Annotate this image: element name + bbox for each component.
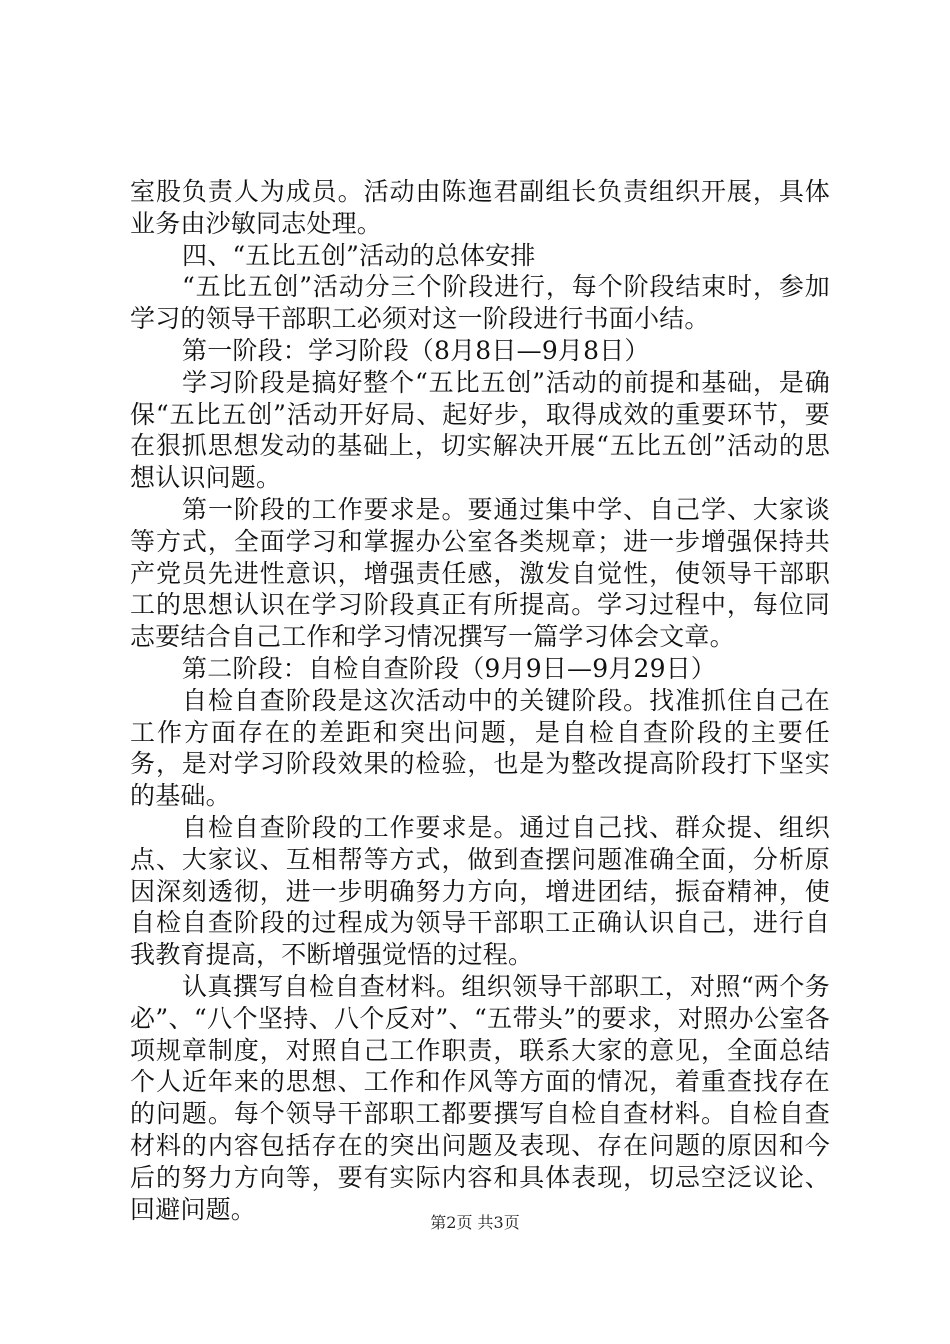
paragraph-study-stage-description: 学习阶段是搞好整个“五比五创”活动的前提和基础，是确保“五比五创”活动开好局、起好步，取得成效的重要环节，要在狠抓思想发动的基础上，切实解决开展“五比五创”活动的思想认识问题。 — [130, 367, 830, 493]
document-body — [130, 176, 830, 1225]
paragraph-committee-members: 室股负责人为成员。活动由陈迤君副组长负责组织开展，具体业务由沙敏同志处理。 — [130, 177, 830, 238]
paragraph-self-check-description: 自检自查阶段是这次活动中的关键阶段。找准抓住自己在工作方面存在的差距和突出问题，是自检自查阶段的主要任务，是对学习阶段效果的检验，也是为整改提高阶段打下坚实的基础。 — [130, 685, 830, 811]
page-number-footer: 第2页 共3页 — [430, 1213, 520, 1232]
paragraph-three-stages: “五比五创”活动分三个阶段进行，每个阶段结束时，参加学习的领导干部职工必须对这一阶段进行书面小结。 — [130, 272, 830, 334]
stage-heading-study: 第一阶段：学习阶段（8月8日—9月8日） — [182, 335, 650, 365]
paragraph-self-check-materials: 认真撰写自检自查材料。组织领导干部职工，对照“两个务必”、“八个坚持、八个反对”、“五带头”的要求，对照办公室各项规章制度，对照自己工作职责，联系大家的意见，全面总结个人近年来的思想、工作和作风等方面的情况，着重查找存在的问题。每个领导干部职工都要撰写自检自查材料。自检自查材料的内容包括存在的突出问题及表现、存在问题的原因和今后的努力方向等，要有实际内容和具体表现，切忌空泛议论、回避问题。 — [130, 971, 830, 1224]
paragraph-self-check-requirements: 自检自查阶段的工作要求是。通过自己找、群众提、组织点、大家议、互相帮等方式，做到查摆问题准确全面，分析原因深刻透彻，进一步明确努力方向，增进团结，振奋精神，使自检自查阶段的过程成为领导干部职工正确认识自己，进行自我教育提高，不断增强觉悟的过程。 — [130, 812, 830, 970]
section-heading-overall-arrangement: 四、“五比五创”活动的总体安排 — [182, 240, 536, 270]
paragraph-study-stage-requirements: 第一阶段的工作要求是。要通过集中学、自己学、大家谈等方式，全面学习和掌握办公室各类规章；进一步增强保持共产党员先进性意识，增强责任感，激发自觉性，使领导干部职工的思想认识在学习阶段真正有所提高。学习过程中，每位同志要结合自己工作和学习情况撰写一篇学习体会文章。 — [130, 494, 830, 652]
stage-heading-self-check: 第二阶段：自检自查阶段（9月9日—9月29日） — [182, 653, 717, 683]
